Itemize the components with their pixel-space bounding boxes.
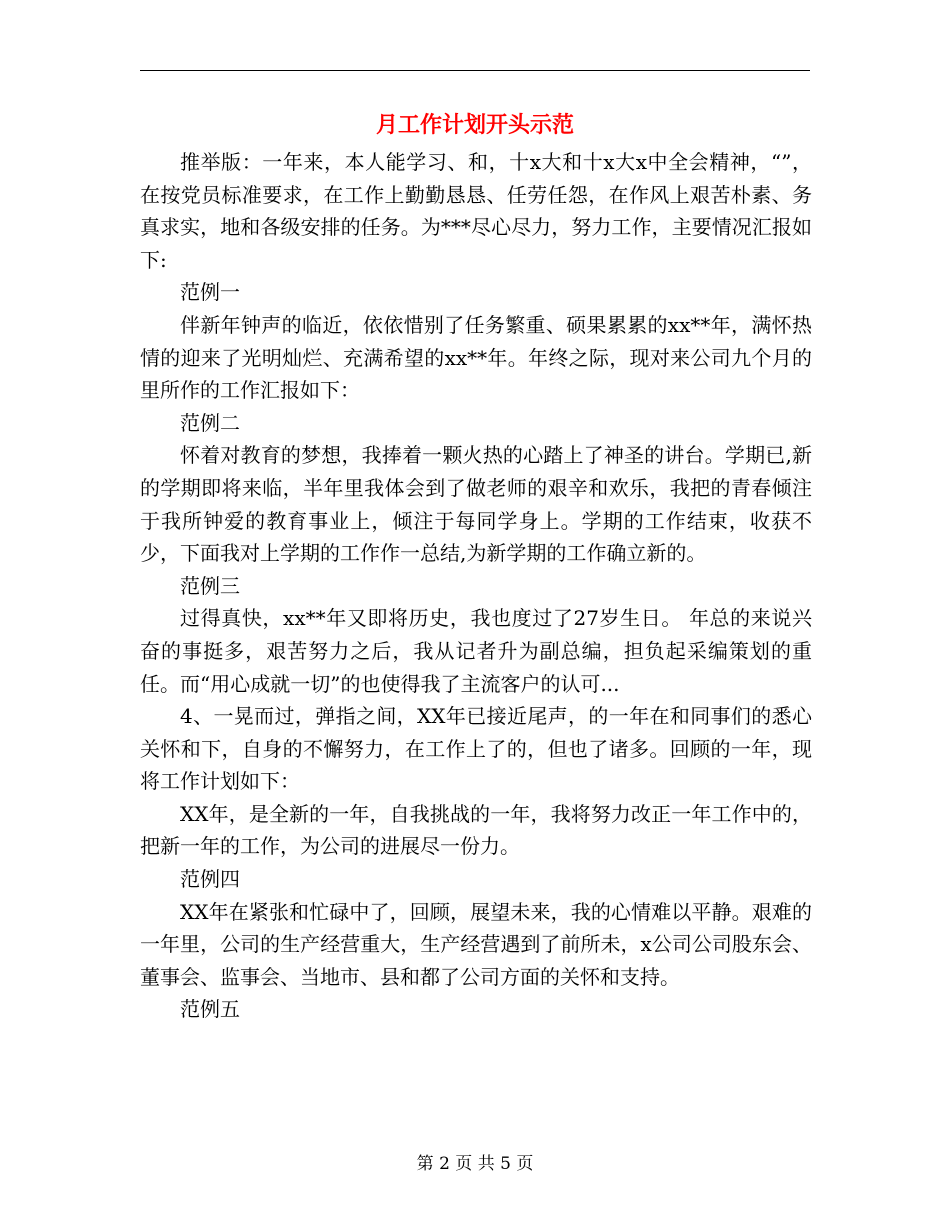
- paragraph-example-4: XX年在紧张和忙碌中了，回顾，展望未来，我的心情难以平静。艰难的一年里，公司的生产经营重大，生产经营遇到了前所未，x公司公司股东会、董事会、监事会、当地市、县和都了公司方面的关怀和支持。: [140, 899, 812, 989]
- paragraph-intro: 推举版：一年来，本人能学习、和，十x大和十x大x中全会精神，“”，在按党员标准要求，在工作上勤勤恳恳、任劳任怨，在作风上艰苦朴素、务真求实，地和各级安排的任务。为***尽心尽力，努力工作，主要情况汇报如下:: [140, 150, 812, 272]
- paragraph-example-3: 过得真快，xx**年又即将历史，我也度过了27岁生日。 年总的来说兴奋的事挺多，艰苦努力之后，我从记者升为副总编，担负起采编策划的重任。而“用心成就一切”的也使得我了主流客户的认可...: [140, 606, 812, 696]
- paragraph-example-2: 怀着对教育的梦想，我捧着一颗火热的心踏上了神圣的讲台。学期已,新的学期即将来临，半年里我体会到了做老师的艰辛和欢乐，我把的青春倾注于我所钟爱的教育事业上，倾注于每同学身上。学期的工作结束，收获不少，下面我对上学期的工作作一总结,为新学期的工作确立新的。: [140, 443, 812, 566]
- paragraph-item-4: 4、一晃而过，弹指之间，XX年已接近尾声，的一年在和同事们的悉心关怀和下，自身的不懈努力，在工作上了的，但也了诸多。回顾的一年，现将工作计划如下：: [140, 704, 812, 794]
- document-body: [140, 146, 812, 1026]
- page-number: 第 2 页 共 5 页: [416, 1154, 534, 1174]
- heading-example-2: 范例二: [180, 410, 240, 435]
- heading-example-5: 范例五: [180, 997, 240, 1022]
- paragraph-example-1: 伴新年钟声的临近，依依惜别了任务繁重、硕果累累的xx**年，满怀热情的迎来了光明灿烂、充满希望的xx**年。年终之际，现对来公司九个月的里所作的工作汇报如下：: [140, 312, 812, 403]
- heading-example-3: 范例三: [180, 573, 240, 598]
- header-rule: [140, 70, 810, 71]
- heading-example-1: 范例一: [180, 280, 240, 305]
- heading-example-4: 范例四: [180, 867, 240, 892]
- paragraph-new-year: XX年，是全新的一年，自我挑战的一年，我将努力改正一年工作中的，把新一年的工作，为公司的进展尽一份力。: [140, 801, 812, 859]
- document-title: 月工作计划开头示范: [375, 112, 574, 138]
